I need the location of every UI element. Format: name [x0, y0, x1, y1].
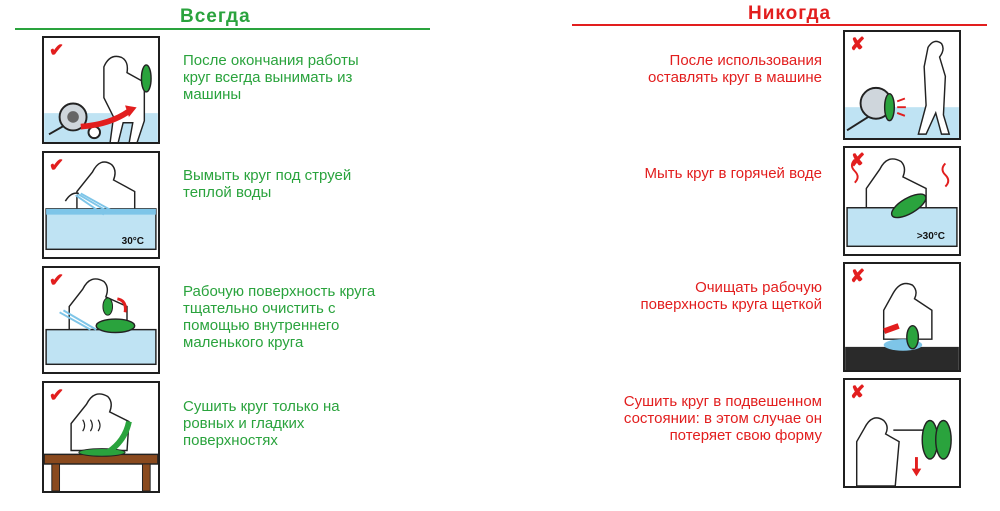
never-item-1-text: [648, 52, 822, 86]
never-item-1-picture: [843, 30, 961, 140]
text-line: состоянии: в этом случае он: [623, 410, 822, 427]
text-line: поверхность круга щеткой: [640, 296, 822, 313]
text-line: Рабочую поверхность круга: [183, 283, 376, 300]
check-icon: ✔: [49, 155, 65, 175]
text-line: Мыть круг в горячей воде: [644, 165, 822, 182]
never-item-4-picture: [843, 378, 961, 488]
text-line: Сушить круг только на: [183, 398, 340, 415]
always-item-4-text: [183, 398, 340, 449]
text-line: потеряет свою форму: [669, 427, 822, 444]
always-item-1-picture: [42, 36, 160, 144]
text-line: оставлять круг в машине: [648, 69, 822, 86]
text-line: После использования: [669, 52, 822, 69]
check-icon: ✔: [49, 40, 65, 60]
text-line: машины: [183, 86, 242, 103]
always-item-2-picture: [42, 151, 160, 259]
cross-icon: ✘: [850, 34, 866, 54]
always-heading: Всегда: [180, 6, 251, 27]
never-heading-rule: [572, 24, 987, 26]
always-item-1-text: [183, 52, 359, 103]
cross-icon: ✘: [850, 382, 866, 402]
text-line: теплой воды: [183, 184, 272, 201]
text-line: Очищать рабочую: [695, 279, 822, 296]
always-item-4-picture: [42, 381, 160, 493]
text-line: После окончания работы: [183, 52, 359, 69]
never-item-2-picture: [843, 146, 961, 256]
temperature-label: >30°C: [916, 231, 945, 242]
never-item-4-text: [624, 393, 822, 444]
cross-icon: ✘: [850, 266, 866, 286]
check-icon: ✔: [49, 270, 65, 290]
check-icon: ✔: [49, 385, 65, 405]
cross-icon: ✘: [850, 150, 866, 170]
always-item-3-picture: [42, 266, 160, 374]
temperature-label: 30°C: [121, 236, 144, 247]
text-line: Сушить круг в подвешенном: [623, 393, 822, 410]
never-item-2-text: [644, 165, 822, 182]
text-line: маленького круга: [183, 334, 304, 351]
text-line: помощью внутреннего: [183, 317, 340, 334]
never-item-3-picture: [843, 262, 961, 372]
text-line: круг всегда вынимать из: [183, 69, 353, 86]
text-line: поверхностях: [183, 432, 278, 449]
always-item-3-text: [183, 283, 375, 351]
text-line: Вымыть круг под струей: [183, 167, 352, 184]
always-heading-rule: [15, 28, 430, 30]
never-item-3-text: [641, 279, 823, 313]
always-item-2-text: [183, 167, 351, 201]
never-heading: Никогда: [748, 3, 832, 24]
text-line: тщательно очистить с: [183, 300, 336, 317]
text-line: ровных и гладких: [183, 415, 305, 432]
